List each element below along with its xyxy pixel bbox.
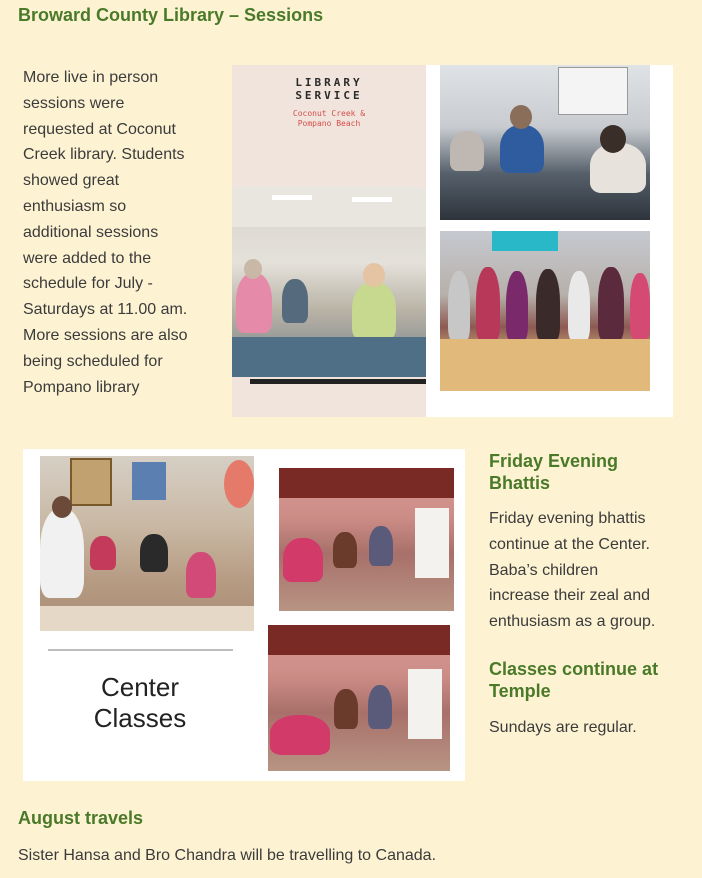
person	[40, 508, 84, 598]
wall-band	[279, 468, 454, 498]
poster-title	[232, 76, 426, 102]
text-line: More live in person	[23, 69, 159, 86]
person-head	[600, 125, 626, 153]
library-service-poster	[232, 65, 426, 417]
library-classroom-photo	[232, 187, 426, 377]
center-class-photo-top	[279, 468, 454, 611]
person	[236, 273, 272, 333]
easel-board	[408, 669, 442, 739]
heading-line: Bhattis	[489, 473, 551, 493]
text-line: More sessions are also	[23, 326, 188, 344]
text-line: were added to the	[23, 249, 152, 267]
text-line: sessions were	[23, 94, 125, 112]
person-head	[244, 259, 262, 279]
person	[352, 282, 396, 340]
text-line: Pompano library	[23, 378, 140, 396]
person	[270, 715, 330, 755]
poster-shadow-bar	[250, 379, 426, 384]
projector-screen	[558, 67, 628, 115]
ceiling-light	[352, 197, 392, 202]
library-group-photo	[440, 231, 650, 391]
temple-classes-text: Sundays are regular.	[489, 719, 637, 736]
wall-band	[268, 625, 450, 655]
carpet	[232, 337, 426, 377]
text-line: requested at Coconut	[23, 120, 176, 138]
ceiling	[232, 187, 426, 227]
person	[369, 526, 393, 566]
collage-divider	[48, 649, 233, 651]
library-sessions-text	[23, 65, 223, 400]
center-title-line: Center	[100, 672, 180, 702]
text-line: increase their zeal and	[489, 587, 650, 605]
person	[598, 267, 624, 341]
center-class-photo-bottom	[268, 625, 450, 771]
person	[283, 538, 323, 582]
poster-subtitle-line: Coconut Creek &	[292, 109, 366, 118]
person	[333, 532, 357, 568]
person	[450, 131, 484, 171]
person	[476, 267, 500, 341]
heading-line: Classes continue at	[489, 659, 659, 679]
person-head	[363, 263, 385, 287]
person	[630, 273, 650, 339]
friday-bhattis-heading	[489, 450, 618, 494]
heading-line: Temple	[489, 681, 551, 701]
wall-decoration	[224, 460, 254, 508]
text-line: being scheduled for	[23, 352, 163, 370]
person	[506, 271, 528, 341]
text-line: enthusiasm so	[23, 197, 127, 215]
person	[186, 552, 216, 598]
poster-title-line: LIBRARY	[295, 76, 363, 89]
person	[448, 271, 470, 341]
center-classes-collage	[23, 449, 465, 781]
person	[536, 269, 560, 341]
poster-title-line: SERVICE	[295, 89, 363, 102]
text-line: Saturdays at 11.00 am.	[23, 301, 188, 319]
easel-board	[415, 508, 449, 578]
wall-picture	[132, 462, 166, 500]
text-line: schedule for July -	[23, 275, 153, 293]
person	[90, 536, 116, 570]
poster-subtitle	[232, 109, 426, 129]
august-travels-text: Sister Hansa and Bro Chandra will be travelling to Canada.	[18, 847, 437, 864]
person	[334, 689, 358, 729]
text-line: Baba’s children	[489, 561, 599, 579]
person-head	[52, 496, 72, 518]
floor	[40, 606, 254, 631]
ceiling-light	[272, 195, 312, 200]
text-line: enthusiasm as a group.	[489, 613, 656, 631]
text-line: additional sessions	[23, 223, 159, 241]
text-line: Creek library. Students	[23, 146, 185, 164]
wooden-table	[440, 339, 650, 391]
text-line: continue at the Center.	[489, 535, 650, 553]
person	[282, 279, 308, 323]
text-line: showed great	[23, 172, 120, 190]
person-head	[510, 105, 532, 129]
temple-classes-heading	[489, 658, 658, 702]
wall-picture	[70, 458, 112, 506]
person	[500, 125, 544, 173]
library-audience-photo	[440, 65, 650, 220]
person	[140, 534, 168, 572]
library-sessions-heading: Broward County Library – Sessions	[18, 5, 324, 25]
person	[568, 271, 590, 341]
poster-subtitle-line: Pompano Beach	[297, 119, 361, 128]
center-class-photo-main	[40, 456, 254, 631]
august-travels-heading: August travels	[18, 808, 144, 828]
center-classes-title	[40, 672, 240, 734]
friday-bhattis-text	[489, 506, 694, 635]
library-photo-collage	[232, 65, 673, 417]
text-line: Friday evening bhattis	[489, 510, 646, 527]
tv-screen	[492, 231, 558, 251]
person	[368, 685, 392, 729]
heading-line: Friday Evening	[489, 451, 619, 471]
center-title-line: Classes	[93, 703, 187, 733]
